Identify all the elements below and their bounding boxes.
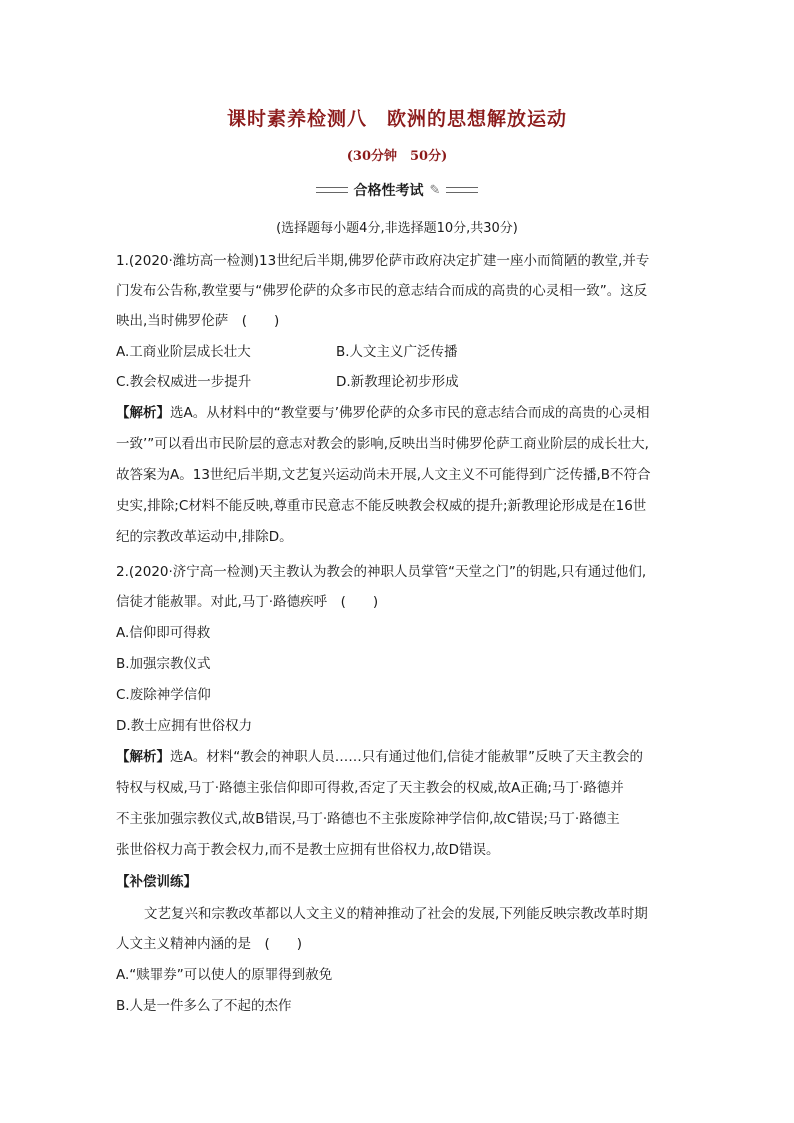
left-rule [316,187,348,193]
analysis-text: 选A。材料“教会的神职人员……只有通过他们,信徒才能赦罪”反映了天主教会的 [170,749,644,765]
right-rule [446,187,478,193]
page-subtitle: (30分钟 50分) [346,149,448,164]
q1-option-d: D.新教理论初步形成 [336,374,459,390]
score-note: (选择题每小题4分,非选择题10分,共30分) [276,221,518,236]
q1-option-a: A.工商业阶层成长壮大 [116,344,251,360]
q1-analysis-line-2: 一致’”可以看出市民阶层的意志对教会的影响,反映出当时佛罗伦萨工商业阶层的成长壮大, [116,436,649,452]
q1-analysis-line-3: 故答案为A。13世纪后半期,文艺复兴运动尚未开展,人文主义不可能得到广泛传播,B不符合 [116,467,651,483]
section-label: 合格性考试 [353,183,424,199]
q1-stem-line-3: 映出,当时佛罗伦萨 ( ) [116,313,280,329]
analysis-label: 【解析】 [116,749,170,765]
q1-option-b: B.人文主义广泛传播 [336,344,458,360]
q2-analysis-line-3: 不主张加强宗教仪式,故B错误,马丁·路德也不主张废除神学信仰,故C错误;马丁·路德主 [116,811,620,827]
q2-option-a: A.信仰即可得救 [116,625,211,641]
q1-option-c: C.教会权威进一步提升 [116,374,252,390]
q1-analysis-line-5: 纪的宗教改革运动中,排除D。 [116,529,293,545]
supplement-label: 【补偿训练】 [116,874,197,890]
q1-stem-line-2: 门发布公告称,教堂要与“佛罗伦萨的众多市民的意志结合而成的高贵的心灵相一致”。这反 [116,283,648,299]
page-title: 课时素养检测八 欧洲的思想解放运动 [226,108,567,130]
q1-stem-line-1: 1.(2020·潍坊高一检测)13世纪后半期,佛罗伦萨市政府决定扩建一座小而简陋的教堂,并专 [116,253,650,269]
q2-analysis-line-2: 特权与权威,马丁·路德主张信仰即可得救,否定了天主教会的权威,故A正确;马丁·路德并 [116,780,624,796]
q2-option-b: B.加强宗教仪式 [116,656,211,672]
q2-analysis-line-1 [116,747,643,767]
section-header [0,180,794,200]
supplement-option-a: A.“赎罪券”可以使人的原罪得到赦免 [116,967,333,983]
q1-analysis-line-1 [116,403,650,423]
pencil-icon: ✎ [429,182,441,198]
q2-option-d: D.教士应拥有世俗权力 [116,718,253,734]
analysis-text: 选A。从材料中的“教堂要与’佛罗伦萨的众多市民的意志结合而成的高贵的心灵相 [170,405,650,421]
analysis-label: 【解析】 [116,405,170,421]
supplement-stem-line-1: 文艺复兴和宗教改革都以人文主义的精神推动了社会的发展,下列能反映宗教改革时期 [144,906,648,922]
supplement-stem-line-2: 人文主义精神内涵的是 ( ) [116,936,303,952]
supplement-option-b: B.人是一件多么了不起的杰作 [116,998,292,1014]
q2-stem-line-1: 2.(2020·济宁高一检测)天主教认为教会的神职人员掌管“天堂之门”的钥匙,只有通过他们, [116,564,647,580]
q2-option-c: C.废除神学信仰 [116,687,211,703]
q2-stem-line-2: 信徒才能赦罪。对此,马丁·路德疾呼 ( ) [116,594,379,610]
q2-analysis-line-4: 张世俗权力高于教会权力,而不是教士应拥有世俗权力,故D错误。 [116,842,500,858]
q1-analysis-line-4: 史实,排除;C材料不能反映,尊重市民意志不能反映教会权威的提升;新教理论形成是在16世 [116,498,647,514]
